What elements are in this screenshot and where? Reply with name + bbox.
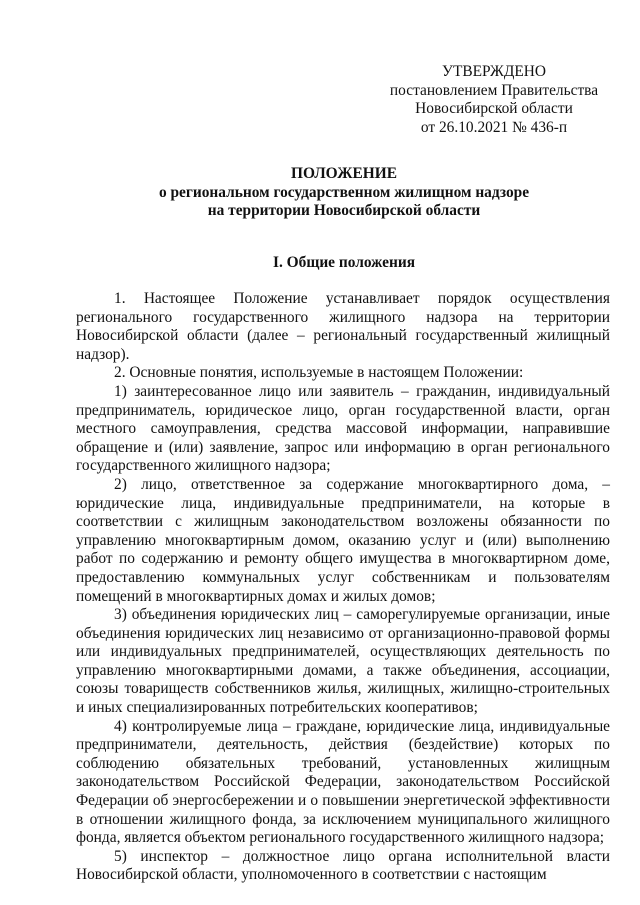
approval-region: Новосибирской области <box>415 100 573 118</box>
definition-3: 3) объединения юридических лиц – саморегулируемые организации, иные объединения юридических лиц независимо от организационно-правовой формы или индивидуальных предпринимателей, осуществляющих деятельность по управлению многоквартирными домами, а также объединения, ассоциации, союзы товариществ собственников жилья, жилищных, жилищно-строительных и иных специализированных потребительских кооперативов; <box>76 606 610 717</box>
paragraph-1: 1. Настоящее Положение устанавливает порядок осуществления регионального государственного жилищного надзора на территории Новосибирской области (далее – региональный государственный жилищный надзор). <box>76 290 610 363</box>
title-heading: ПОЛОЖЕНИЕ <box>291 165 397 182</box>
approval-date-number: от 26.10.2021 № 436-п <box>420 118 568 136</box>
definition-1: 1) заинтересованное лицо или заявитель – гражданин, индивидуальный предприниматель, юридическое лицо, орган государственной власти, орган местного самоуправления, средства массовой информации, направившие обращение и (или) заявление, запрос или информацию в орган регионального государственного жилищного надзора; <box>76 382 610 475</box>
document-body <box>76 290 610 885</box>
paragraph-2: 2. Основные понятия, используемые в настоящем Положении: <box>114 364 524 382</box>
approval-authority: постановлением Правительства <box>389 81 599 99</box>
approval-stamp <box>380 63 608 137</box>
document-title <box>76 165 612 221</box>
section-heading: I. Общие положения <box>272 254 416 271</box>
definition-4: 4) контролируемые лица – граждане, юридические лица, индивидуальные предприниматели, деятельность, действия (бездействие) которых по соблюдению обязательных требований, установленных жилищным законодательством Российской Федерации, законодательством Российской Федерации об энергосбережении и о повышении энергетической эффективности в отношении жилищного фонда, за исключением муниципального жилищного фонда, является объектом регионального государственного жилищного надзора; <box>76 717 610 847</box>
title-territory: на территории Новосибирской области <box>207 202 481 220</box>
approval-label: УТВЕРЖДЕНО <box>442 63 546 80</box>
definition-5: 5) инспектор – должностное лицо органа исполнительной власти Новосибирской области, уполномоченного в соответствии с настоящим <box>76 847 610 884</box>
title-subject: о региональном государственном жилищном надзоре <box>158 183 530 201</box>
definition-2: 2) лицо, ответственное за содержание многоквартирного дома, – юридические лица, индивидуальные предприниматели, на которые в соответствии с жилищным законодательством возложены обязанности по управлению многоквартирным домом, оказанию услуг и (или) выполнению работ по содержанию и ремонту общего имущества в многоквартирном доме, предоставлению коммунальных услуг собственникам и пользователям помещений в многоквартирных домах и жилых домов; <box>76 475 610 605</box>
